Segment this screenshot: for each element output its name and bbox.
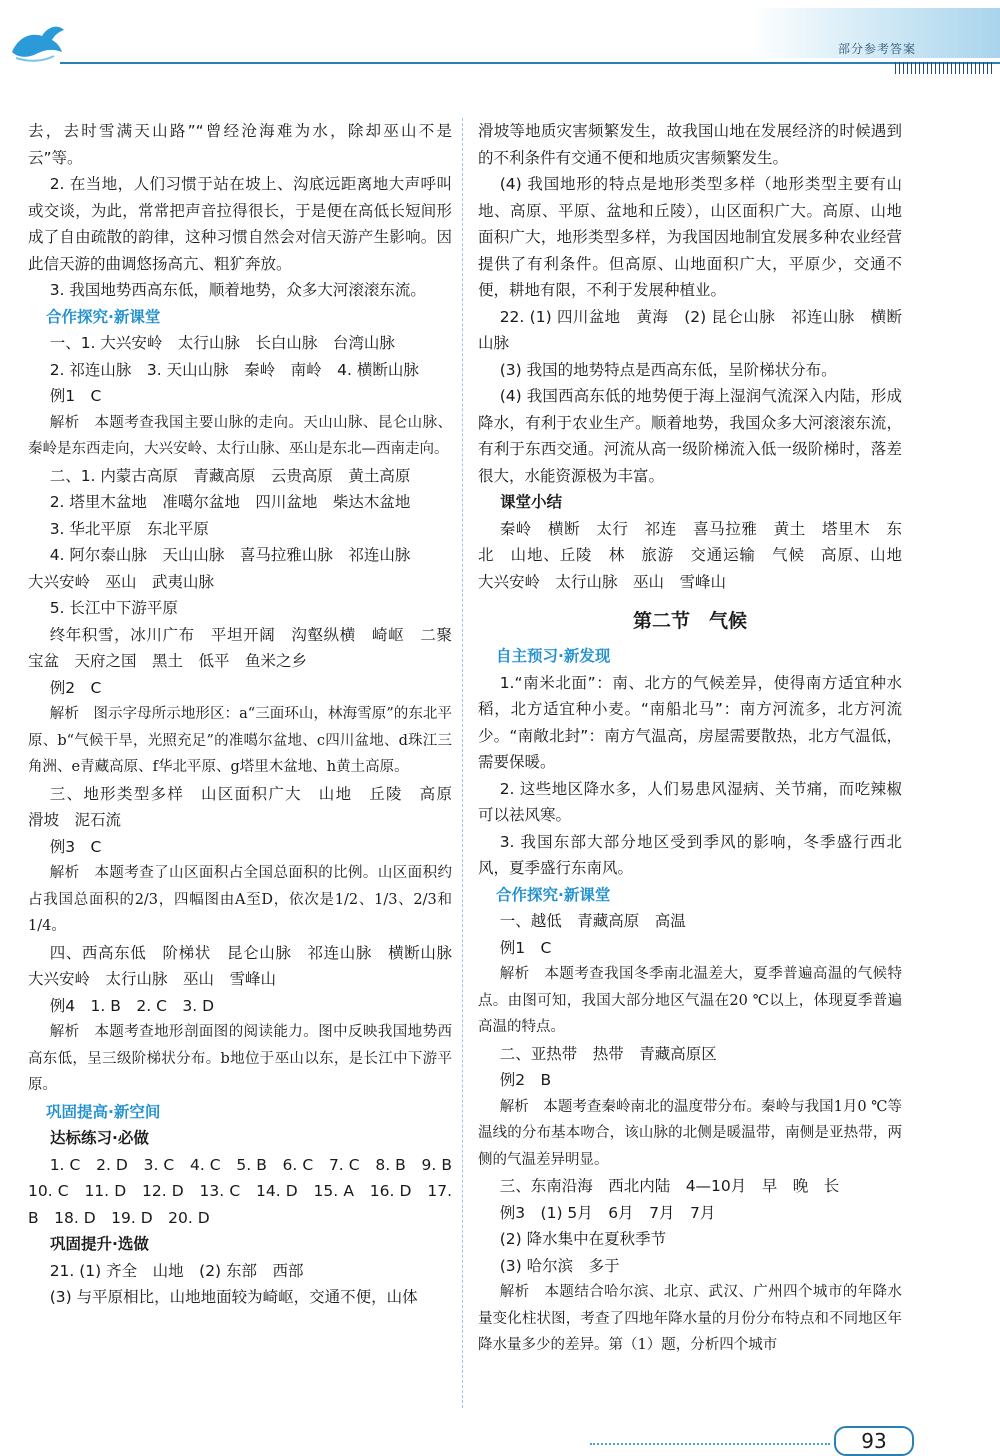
answer-paragraph: 例1 C: [49, 387, 102, 405]
text-line: 去，去时雪满天山路”“曾经沧海难为水，除却巫山不是云”等。: [28, 122, 452, 167]
answer-paragraph: 1. C 2. D 3. C 4. C 5. B 6. C 7. C 8. B 9. B 10. C 11. D 12. D 13. C 14. D 15. A 16. D 17. B 18. D 19. D 20. D: [28, 1155, 468, 1227]
answer-paragraph: 2. 祁连山脉 3. 天山山脉 秦岭 南岭 4. 横断山脉: [49, 360, 419, 379]
bird-logo-icon: [8, 18, 68, 66]
answer-paragraph: (4) 我国西高东低的地势便于海上湿润气流深入内陆，形成降水，有利于农业生产。顺着地势，我国众多大河滚滚东流，有利于东西交通。河流从高一级阶梯流入低一级阶梯时，落差很大，水能资源极为丰富。: [478, 387, 902, 485]
header-barcode-decoration: [895, 62, 995, 74]
answer-paragraph: 2. 这些地区降水多，人们易患风湿病、关节痛，而吃辣椒可以祛风寒。: [478, 779, 902, 824]
answer-paragraph: 2. 塔里木盆地 准噶尔盆地 四川盆地 柴达木盆地: [49, 493, 411, 511]
answer-paragraph: (3) 哈尔滨 多于: [499, 1256, 620, 1275]
header-title: 部分参考答案: [838, 42, 917, 56]
answer-paragraph: 例3 C: [49, 837, 102, 856]
section-heading: 巩固提高·新空间: [46, 1102, 161, 1121]
answer-paragraph: 3. 华北平原 东北平原: [49, 519, 209, 538]
footer-dotted-line: [590, 1443, 830, 1445]
answer-paragraph: 3. 我国东部大部分地区受到季风的影响，冬季盛行西北风，夏季盛行东南风。: [478, 832, 902, 877]
answer-paragraph: 例1 C: [499, 938, 552, 957]
answer-paragraph: 四、西高东低 阶梯状 昆仑山脉 祁连山脉 横断山脉 大兴安岭 太行山脉 巫山 雪峰山: [28, 943, 468, 988]
answer-paragraph: 例2 B: [499, 1071, 552, 1089]
answer-paragraph: (4) 我国地形的特点是地形类型多样（地形类型主要有山地、高原、平原、盆地和丘陵），山区面积广大。高原、山地面积广大，地形类型多样，为我国因地制宜发展多种农业经营提供了有利条件。但高原、山地面积广大，平原少，交通不便，耕地有限，不利于发展种植业。: [478, 175, 902, 299]
answer-paragraph: (3) 与平原相比，山地地面较为崎岖，交通不便，山体: [49, 1288, 418, 1306]
page-number: 93: [834, 1426, 914, 1456]
section-heading: 自主预习·新发现: [496, 647, 611, 665]
answer-paragraph: 一、1. 大兴安岭 太行山脉 长白山脉 台湾山脉: [49, 334, 395, 352]
column-divider: [462, 118, 463, 1408]
analysis-paragraph: 解析 本题考查地形剖面图的阅读能力。图中反映我国地势西高东低，呈三级阶梯状分布。b地位于巫山以东，是长江中下游平原。: [28, 1024, 452, 1093]
analysis-paragraph: 解析 本题考查我国主要山脉的走向。天山山脉、昆仑山脉、秦岭是东西走向，大兴安岭、太行山脉、巫山是东北—西南走向。: [28, 414, 452, 457]
section-heading: 合作探究·新课堂: [496, 885, 611, 904]
answer-paragraph: 终年积雪，冰川广布 平坦开阔 沟壑纵横 崎岖 二聚宝盆 天府之国 黑土 低平 鱼米之乡: [28, 625, 452, 670]
answer-paragraph: 例3 (1) 5月 6月 7月 7月: [499, 1203, 716, 1222]
answer-paragraph: (3) 我国的地势特点是西高东低，呈阶梯状分布。: [499, 360, 837, 379]
section-heading: 合作探究·新课堂: [46, 307, 161, 326]
answer-paragraph: 1.“南米北面”：南、北方的气候差异，使得南方适宜种水稻，北方适宜种小麦。“南船北马”：南方河流多，北方河流少。“南敞北封”：南方气温高，房屋需要散热，北方气温低，需要保暖。: [478, 673, 902, 771]
answer-paragraph: (2) 降水集中在夏秋季节: [499, 1230, 667, 1248]
analysis-paragraph: 解析 本题考查秦岭南北的温度带分布。秦岭与我国1月0 ℃等温线的分布基本吻合，该山脉的北侧是暖温带，南侧是亚热带，两侧的气温差异明显。: [478, 1098, 902, 1168]
answer-paragraph: 3. 我国地势西高东低，顺着地势，众多大河滚滚东流。: [49, 281, 426, 299]
subsection-heading: 巩固提升·选做: [50, 1235, 149, 1253]
analysis-paragraph: 解析 本题考查我国冬季南北温差大，夏季普遍高温的气候特点。由图可知，我国大部分地区气温在20 ℃以上，体现夏季普遍高温的特点。: [478, 966, 902, 1035]
answer-paragraph: 例4 1. B 2. C 3. D: [49, 996, 215, 1015]
answer-paragraph: 二、1. 内蒙古高原 青藏高原 云贵高原 黄土高原: [49, 466, 411, 485]
answer-paragraph: 4. 阿尔泰山脉 天山山脉 喜马拉雅山脉 祁连山脉: [49, 546, 411, 564]
left-column: [28, 118, 468, 1311]
page-header: [0, 0, 1000, 110]
answer-paragraph: 例2 C: [49, 678, 102, 697]
analysis-paragraph: 解析 本题考查了山区面积占全国总面积的比例。山区面积约占我国总面积的2/3，四幅图由A至D，依次是1/2、1/3、2/3和1/4。: [28, 865, 452, 934]
subsection-heading: 课堂小结: [500, 493, 563, 511]
answer-paragraph: 2. 在当地，人们习惯于站在坡上、沟底远距离地大声呼叫或交谈，为此，常常把声音拉得很长，于是便在高低长短间形成了自由疏散的韵律，这种习惯自然会对信天游产生影响。因此信天游的曲调悠扬高亢、粗犷奔放。: [28, 175, 452, 273]
text-line: 滑坡等地质灾害频繁发生，故我国山地在发展经济的时候遇到的不利条件有交通不便和地质灾害频繁发生。: [478, 122, 902, 167]
answer-paragraph: 三、地形类型多样 山区面积广大 山地 丘陵 高原 滑坡 泥石流: [28, 784, 468, 829]
text-line: 大兴安岭 巫山 武夷山脉: [28, 572, 215, 591]
answer-paragraph: 二、亚热带 热带 青藏高原区: [499, 1044, 717, 1063]
answer-paragraph: 5. 长江中下游平原: [49, 599, 178, 617]
answer-paragraph: 22. (1) 四川盆地 黄海 (2) 昆仑山脉 祁连山脉 横断山脉: [478, 307, 902, 352]
header-rule: [60, 62, 1000, 64]
analysis-paragraph: 解析 图示字母所示地形区：a“三面环山，林海雪原”的东北平原、b“气候干旱，光照充足”的准噶尔盆地、c四川盆地、d珠江三角洲、e青藏高原、f华北平原、g塔里木盆地、h黄土高原。: [28, 706, 452, 775]
answer-paragraph: 秦岭 横断 太行 祁连 喜马拉雅 黄土 塔里木 东北 山地、丘陵 林 旅游 交通运输 气候 高原、山地 大兴安岭 太行山脉 巫山 雪峰山: [478, 519, 918, 591]
answer-paragraph: 三、东南沿海 西北内陆 4—10月 早 晚 长: [499, 1177, 840, 1195]
answer-paragraph: 一、越低 青藏高原 高温: [499, 912, 686, 930]
answer-paragraph: 21. (1) 齐全 山地 (2) 东部 西部: [49, 1261, 304, 1280]
subsection-heading: 达标练习·必做: [50, 1129, 149, 1147]
analysis-paragraph: 解析 本题结合哈尔滨、北京、武汉、广州四个城市的年降水量变化柱状图，考查了四地年降水量的月份分布特点和不同地区年降水量多少的差异。第（1）题，分析四个城市: [478, 1284, 902, 1353]
right-column: [478, 118, 918, 1359]
chapter-heading: 第二节 气候: [632, 610, 747, 632]
